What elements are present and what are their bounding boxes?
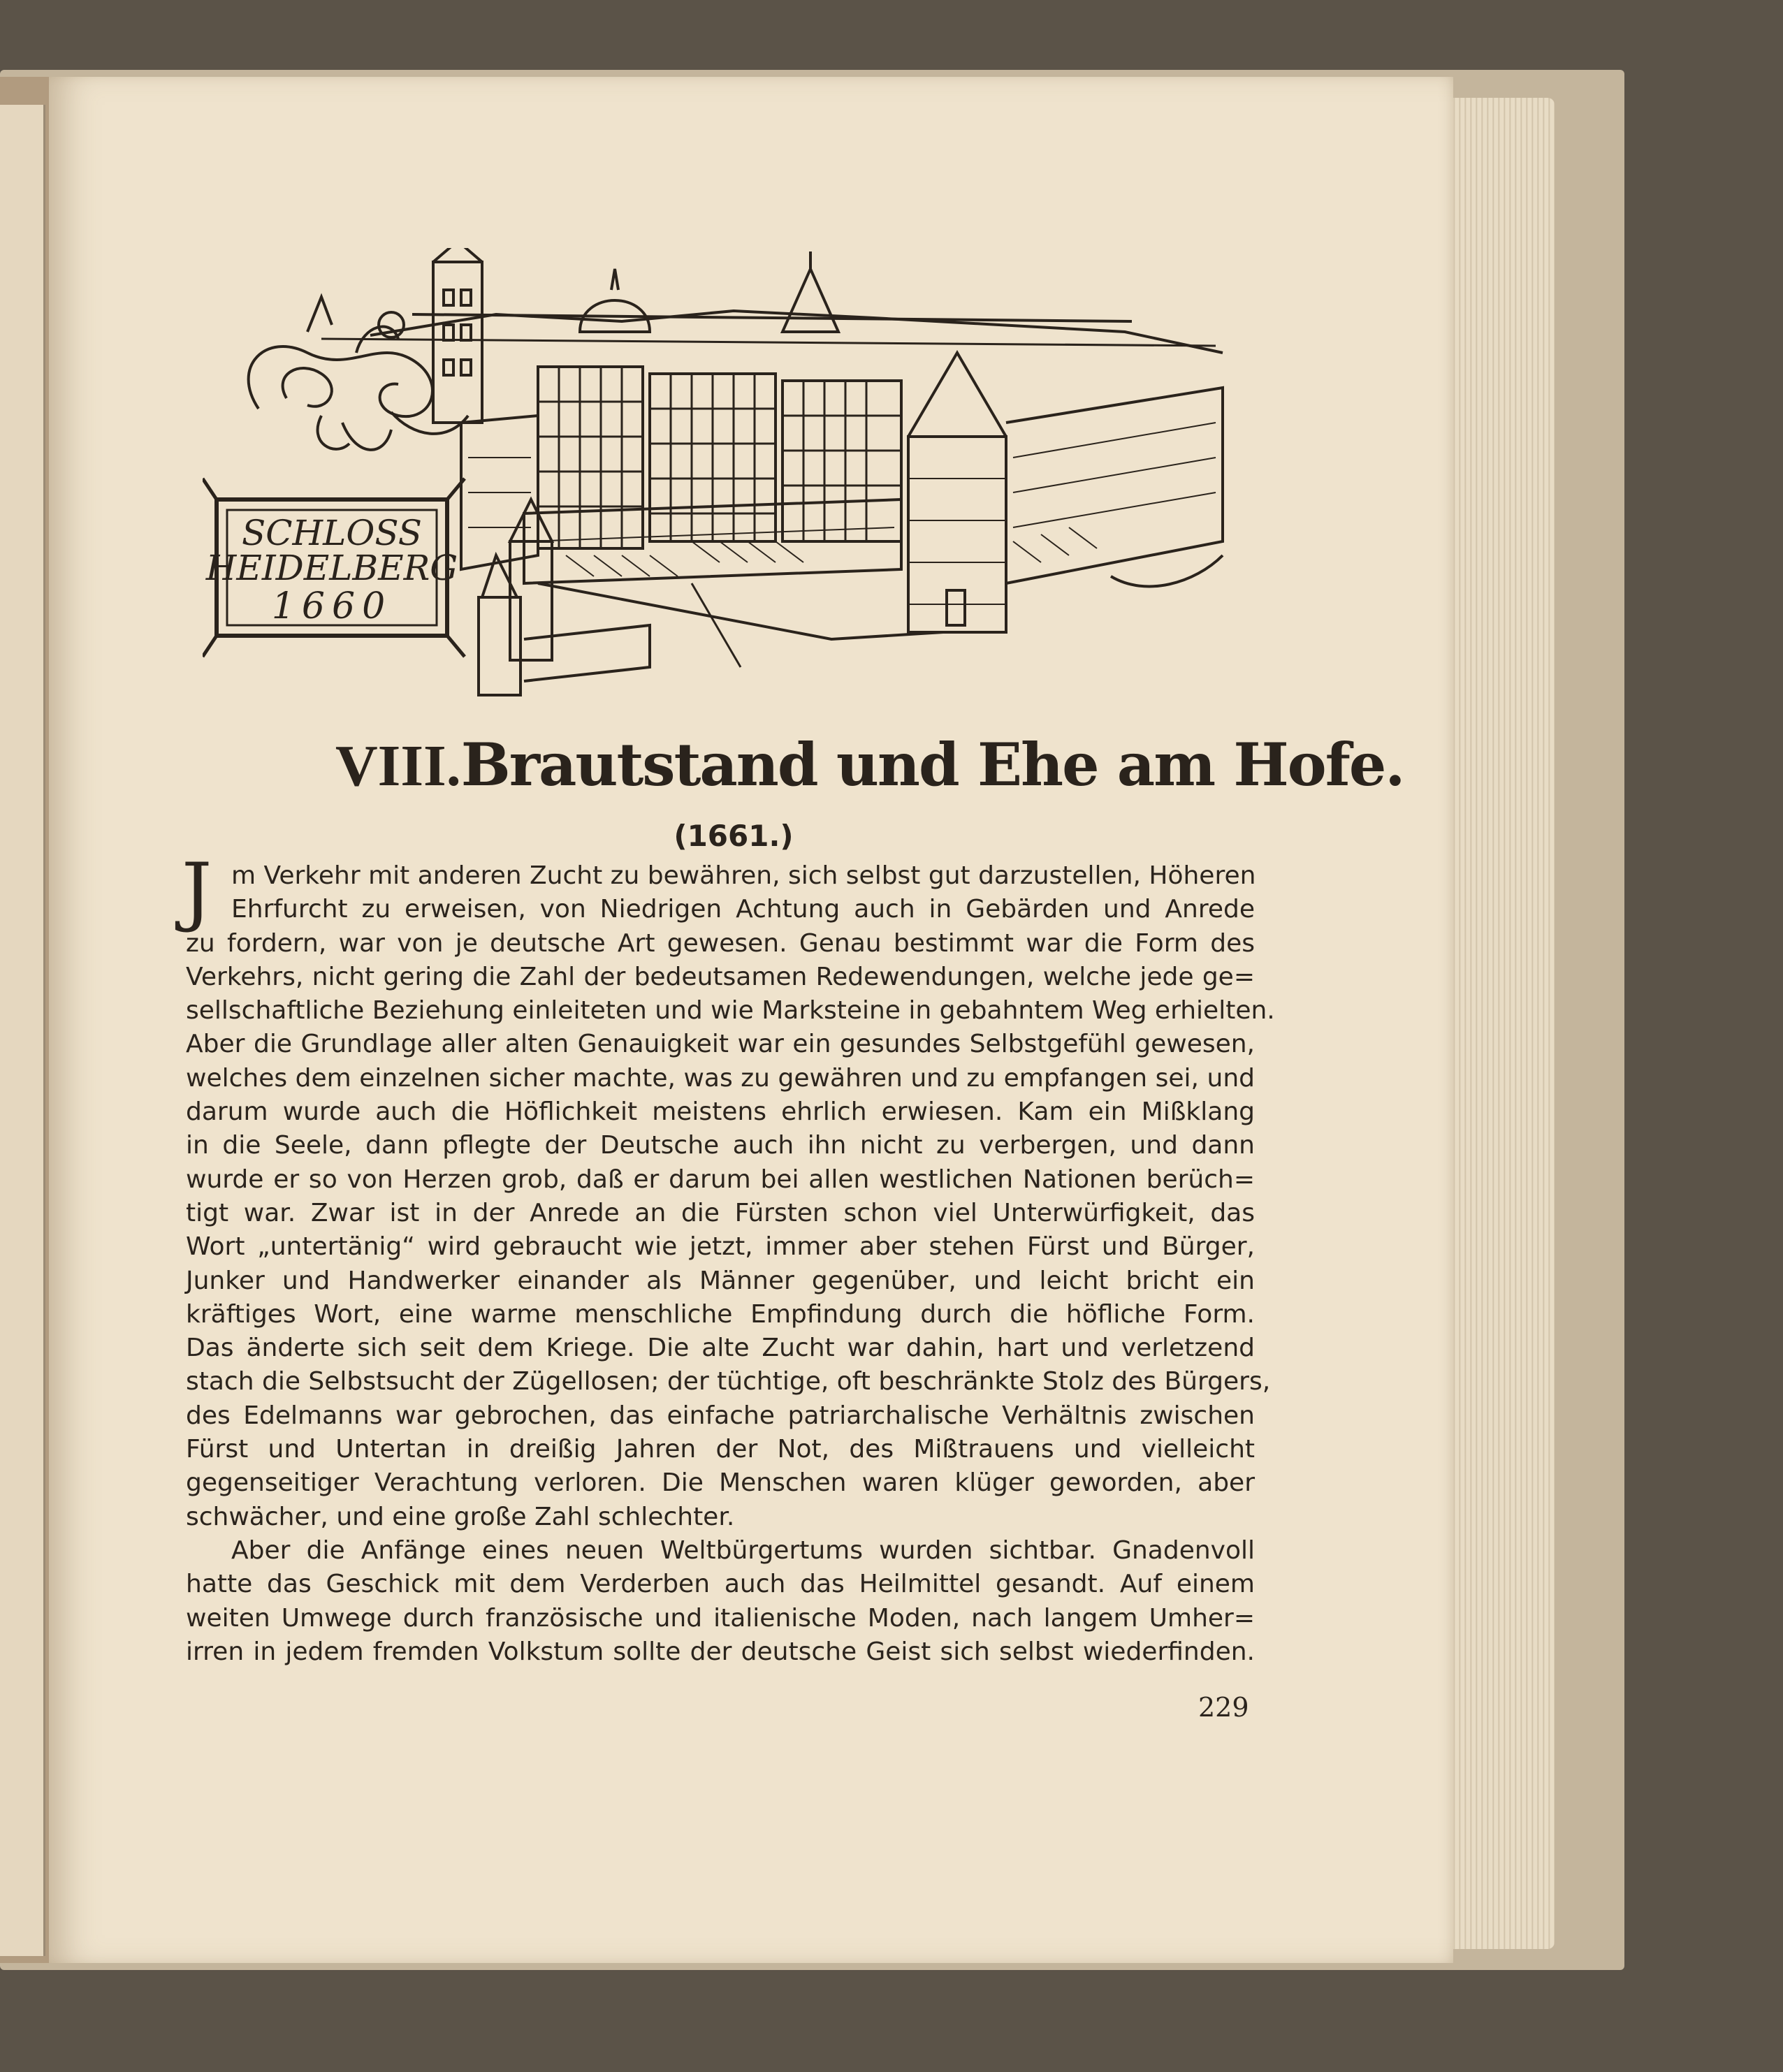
text-line: hatte das Geschick mit dem Verderben auch das Heilmittel gesandt. Auf einem — [186, 1570, 1255, 1599]
chapter-heading — [335, 730, 1404, 800]
paragraph-1 — [182, 847, 1275, 1534]
body-text — [182, 847, 1275, 1669]
text-line: Aber die Anfänge eines neuen Weltbürgertums wurden sichtbar. Gnadenvoll — [231, 1535, 1255, 1565]
text-line: Das änderte sich seit dem Kriege. Die alte Zucht war dahin, hart und verletzend — [186, 1334, 1255, 1363]
dropcap-letter: J — [182, 847, 212, 935]
chapter-title: Brautstand und Ehe am Hofe. — [460, 730, 1404, 799]
paragraph-2 — [186, 1534, 1255, 1669]
previous-page-edge — [0, 105, 45, 1956]
text-line: tigt war. Zwar ist in der Anrede an die Fürsten schon viel Unterwürfigkeit, das — [186, 1198, 1255, 1227]
plate-line-heidelberg: HEIDELBERG — [205, 548, 458, 588]
text-line: welches dem einzelnen sicher machte, was zu gewähren und zu empfangen sei, und — [186, 1063, 1255, 1093]
text-line: wurde er so von Herzen grob, daß er darum bei allen westlichen Nationen berüch= — [186, 1165, 1255, 1194]
text-line: Aber die Grundlage aller alten Genauigkeit war ein gesundes Selbstgefühl gewesen, — [186, 1030, 1255, 1059]
page-stack-edges — [1450, 98, 1555, 1949]
plate-line-year: 1660 — [271, 585, 393, 627]
plate-line-schloss: SCHLOSS — [242, 513, 422, 553]
text-line: Junker und Handwerker einander als Männer gegenüber, und leicht bricht ein — [186, 1266, 1255, 1295]
castle-illustration — [203, 248, 1237, 702]
text-line: Fürst und Untertan in dreißig Jahren der Not, des Mißtrauens und vielleicht — [186, 1435, 1255, 1464]
text-line: darum wurde auch die Höflichkeit meistens ehrlich erwiesen. Kam ein Mißklang — [186, 1097, 1255, 1127]
text-line: des Edelmanns war gebrochen, das einfache patriarchalische Verhältnis zwischen — [186, 1401, 1255, 1430]
castle-buildings — [321, 248, 1223, 695]
text-line: Ehrfurcht zu erweisen, von Niedrigen Achtung auch in Gebärden und Anrede — [231, 895, 1255, 924]
text-line: kräftiges Wort, eine warme menschliche Empfindung durch die höfliche Form. — [186, 1299, 1255, 1329]
text-line: schwächer, und eine große Zahl schlechter. — [186, 1502, 735, 1531]
text-line: irren in jedem fremden Volkstum sollte der deutsche Geist sich selbst wiederfinden. — [186, 1637, 1255, 1666]
text-line: Wort „untertänig“ wird gebraucht wie jetzt, immer aber stehen Fürst und Bürger, — [186, 1232, 1255, 1262]
page-number: 229 — [1198, 1692, 1249, 1723]
text-line: in die Seele, dann pflegte der Deutsche auch ihn nicht zu verbergen, und dann — [186, 1131, 1255, 1160]
text-line: sellschaftliche Beziehung einleiteten und wie Marksteine in gebahntem Weg erhielten. — [186, 996, 1275, 1026]
text-line: Verkehrs, nicht gering die Zahl der bedeutsamen Redewendungen, welche jede ge= — [186, 962, 1255, 991]
text-line: zu fordern, war von je deutsche Art gewesen. Genau bestimmt war die Form des — [186, 928, 1255, 958]
text-line: gegenseitiger Verachtung verloren. Die Menschen waren klüger geworden, aber — [186, 1468, 1255, 1498]
text-line: stach die Selbstsucht der Zügellosen; der tüchtige, oft beschränkte Stolz des Bürgers, — [186, 1367, 1271, 1396]
text-line: m Verkehr mit anderen Zucht zu bewähren, sich selbst gut darzustellen, Höheren — [231, 861, 1256, 890]
ornament-scrollwork — [249, 297, 468, 450]
chapter-year: (1661.) — [674, 819, 794, 853]
chapter-numeral: VIII. — [335, 734, 461, 798]
text-line: weiten Umwege durch französische und italienische Moden, nach langem Umher= — [186, 1603, 1255, 1633]
